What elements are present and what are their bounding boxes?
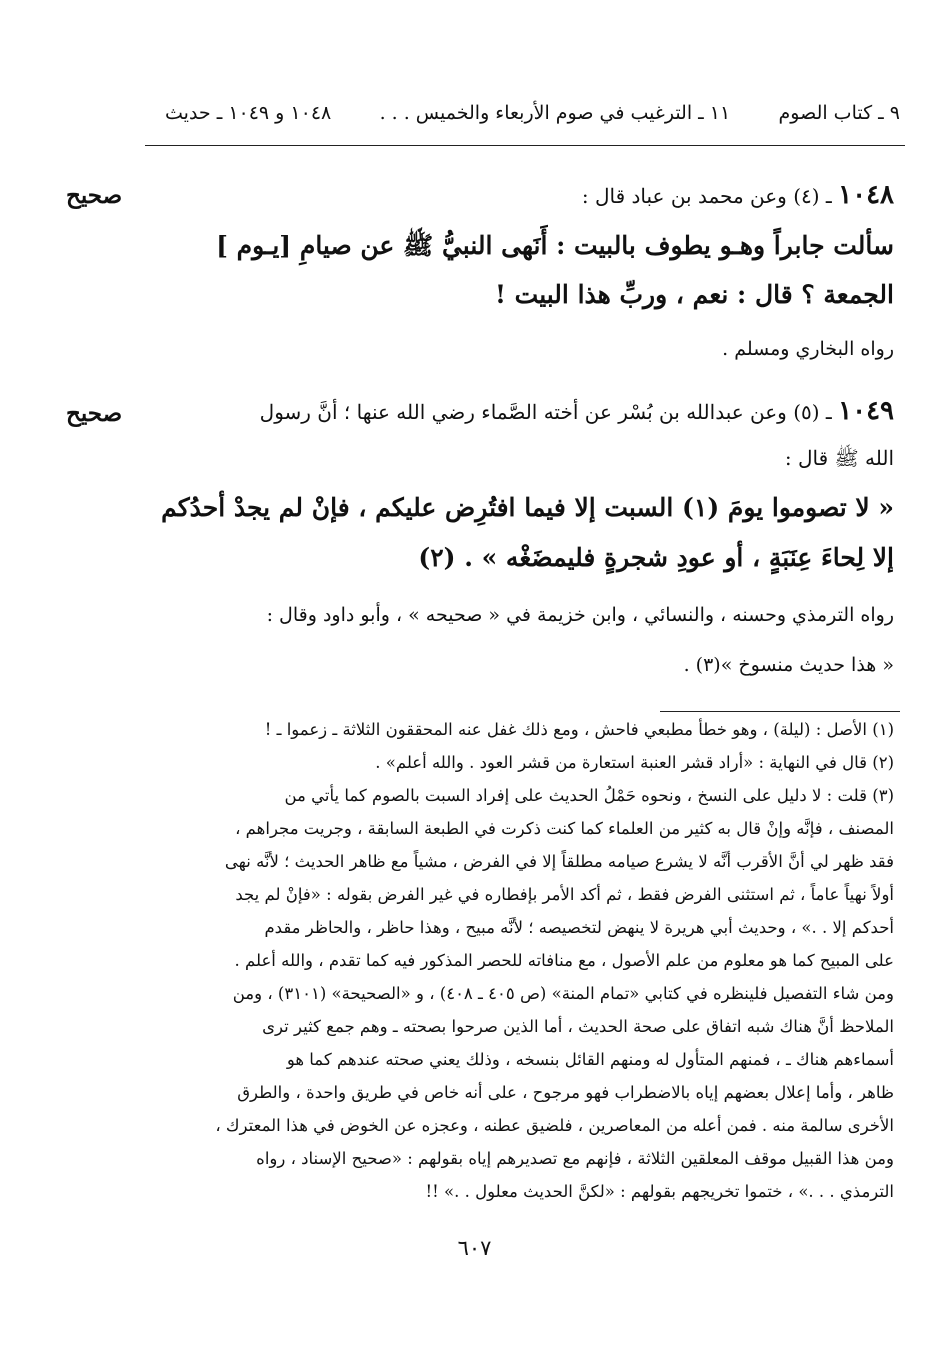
hadith-intro-1049 bbox=[260, 396, 894, 426]
hadith-matn-1048-line-1: سألت جابراً وهـو يطوف بالبيت : أَنَهى النبيُّ ﷺ عن صيامِ [يـوم ] bbox=[216, 231, 894, 260]
footnote-line: الأخرى سالمة منه . فمن أعله من المعاصرين ، فلضيق عطنه ، وعجزه عن الخوض في هذا المعترك ، bbox=[215, 1116, 894, 1135]
footnote-line: ومن هذا القبيل موقف المعلقين الثلاثة ، فإنهم مع تصديرهم إياه بقولهم : «صحيح الإسناد ، رواه bbox=[256, 1149, 894, 1168]
header-chapter: ٩ ـ كتاب الصوم bbox=[778, 102, 900, 124]
footnote-divider bbox=[660, 711, 900, 712]
footnote-line: فقد ظهر لي أنَّ الأقرب أنَّه لا يشرع صيامه مطلقاً إلا في الفرض ، مشياً مع ظاهر الحديث ؛ لأنَّه نهى bbox=[224, 852, 894, 871]
hadith-matn-1049-line-2: إلا لِحاءَ عِنَبَةٍ ، أو عودِ شجرةٍ فليمضَغْه » . (٢) bbox=[418, 543, 894, 572]
footnote-line: أولاً نهياً عاماً ، ثم استثنى الفرض فقط ، ثم أكد الأمر بإفطاره في غير الفرض بقوله : «فإنْ لم يجد bbox=[235, 885, 894, 904]
hadith-number-1048: ١٠٤٨ bbox=[838, 180, 894, 210]
header-section: ١١ ـ الترغيب في صوم الأربعاء والخميس . . . bbox=[379, 102, 731, 124]
footnote-line: (٣) قلت : لا دليل على النسخ ، ونحوه حَمْلُ الحديث على إفراد السبت بالصوم كما يأتي من bbox=[284, 786, 894, 805]
hadith-narration-1049-line-1: رواه الترمذي وحسنه ، والنسائي ، وابن خزيمة في « صحيحه » ، وأبو داود وقال : bbox=[266, 604, 894, 626]
hadith-intro-text-1049: ـ (٥) وعن عبدالله بن بُسْر عن أخته الصَّماء رضي الله عنها ؛ أنَّ رسول bbox=[259, 400, 832, 424]
page-number: ٦٠٧ bbox=[457, 1236, 492, 1260]
footnote-line: أسماءهم هناك ـ ، فمنهم المتأول له ومنهم القائل بنسخه ، وذلك يعني صحته عندهم كما هو bbox=[286, 1050, 894, 1069]
header-divider bbox=[145, 145, 905, 146]
hadith-matn-1049-line-1: « لا تصوموا يومَ (١) السبت إلا فيما افتُرِض عليكم ، فإنْ لم يجدْ أحدُكم bbox=[161, 493, 894, 522]
header-hadith-range: ١٠٤٨ و ١٠٤٩ ـ حديث bbox=[165, 102, 332, 124]
hadith-intro-1048 bbox=[582, 180, 894, 210]
hadith-intro-text-1048: ـ (٤) وعن محمد بن عباد قال : bbox=[581, 184, 832, 208]
footnote-line: (٢) قال في النهاية : «أراد قشر العنبة استعارة من قشر العود . والله أعلم» . bbox=[375, 753, 894, 772]
footnote-line: الملاحظ أنَّ هناك شبه اتفاق على صحة الحديث ، أما الذين صرحوا بصحته ـ وهم جمع كثير ترى bbox=[262, 1017, 894, 1036]
footnote-line: (١) الأصل : (ليلة) ، وهو خطأ مطبعي فاحش ، ومع ذلك غفل عنه المحققون الثلاثة ـ زعموا ـ ! bbox=[264, 720, 894, 739]
hadith-matn-1048-line-2: الجمعة ؟ قال : نعم ، وربِّ هذا البيت ! bbox=[494, 280, 894, 309]
hadith-grade-1049: صحيح bbox=[66, 400, 123, 427]
footnote-line: ظاهر ، وأما إعلال بعضهم إياه بالاضطراب فهو مرجوح ، على أنه خاص في طريق واحدة ، والطرق bbox=[237, 1083, 894, 1102]
footnote-line: ومن شاء التفصيل فلينظره في كتابي «تمام المنة» (ص ٤٠٥ ـ ٤٠٨) ، و «الصحيحة» (٣١٠١) ، ومن bbox=[232, 984, 894, 1003]
running-header bbox=[165, 98, 900, 128]
footnote-line: أحدكم إلا . .» ، وحديث أبي هريرة لا ينهض لتخصيصه ؛ لأنَّه مبيح ، وهذا حاظر ، والحاظر مقدم bbox=[264, 918, 894, 937]
hadith-number-1049: ١٠٤٩ bbox=[838, 396, 894, 426]
hadith-narration-1049-line-2: « هذا حديث منسوخ »(٣) . bbox=[683, 654, 894, 676]
hadith-narration-1048: رواه البخاري ومسلم . bbox=[722, 338, 894, 360]
footnote-line: على المبيح كما هو معلوم من علم الأصول ، مع منافاته للحصر المذكور فيه كما تقدم ، والله أعلم . bbox=[234, 951, 894, 970]
hadith-grade-1048: صحيح bbox=[66, 182, 123, 209]
footnote-line: الترمذي . . .» ، ختموا تخريجهم بقولهم : «لكنَّ الحديث معلول . .» !! bbox=[425, 1182, 894, 1201]
hadith-intro-1049-cont: الله ﷺ قال : bbox=[784, 446, 894, 470]
footnote-line: المصنف ، فإنَّه وإنْ قال به كثير من العلماء كما كنت ذكرت في الطبعة السابقة ، وجريت مجراهم ، bbox=[235, 819, 894, 838]
